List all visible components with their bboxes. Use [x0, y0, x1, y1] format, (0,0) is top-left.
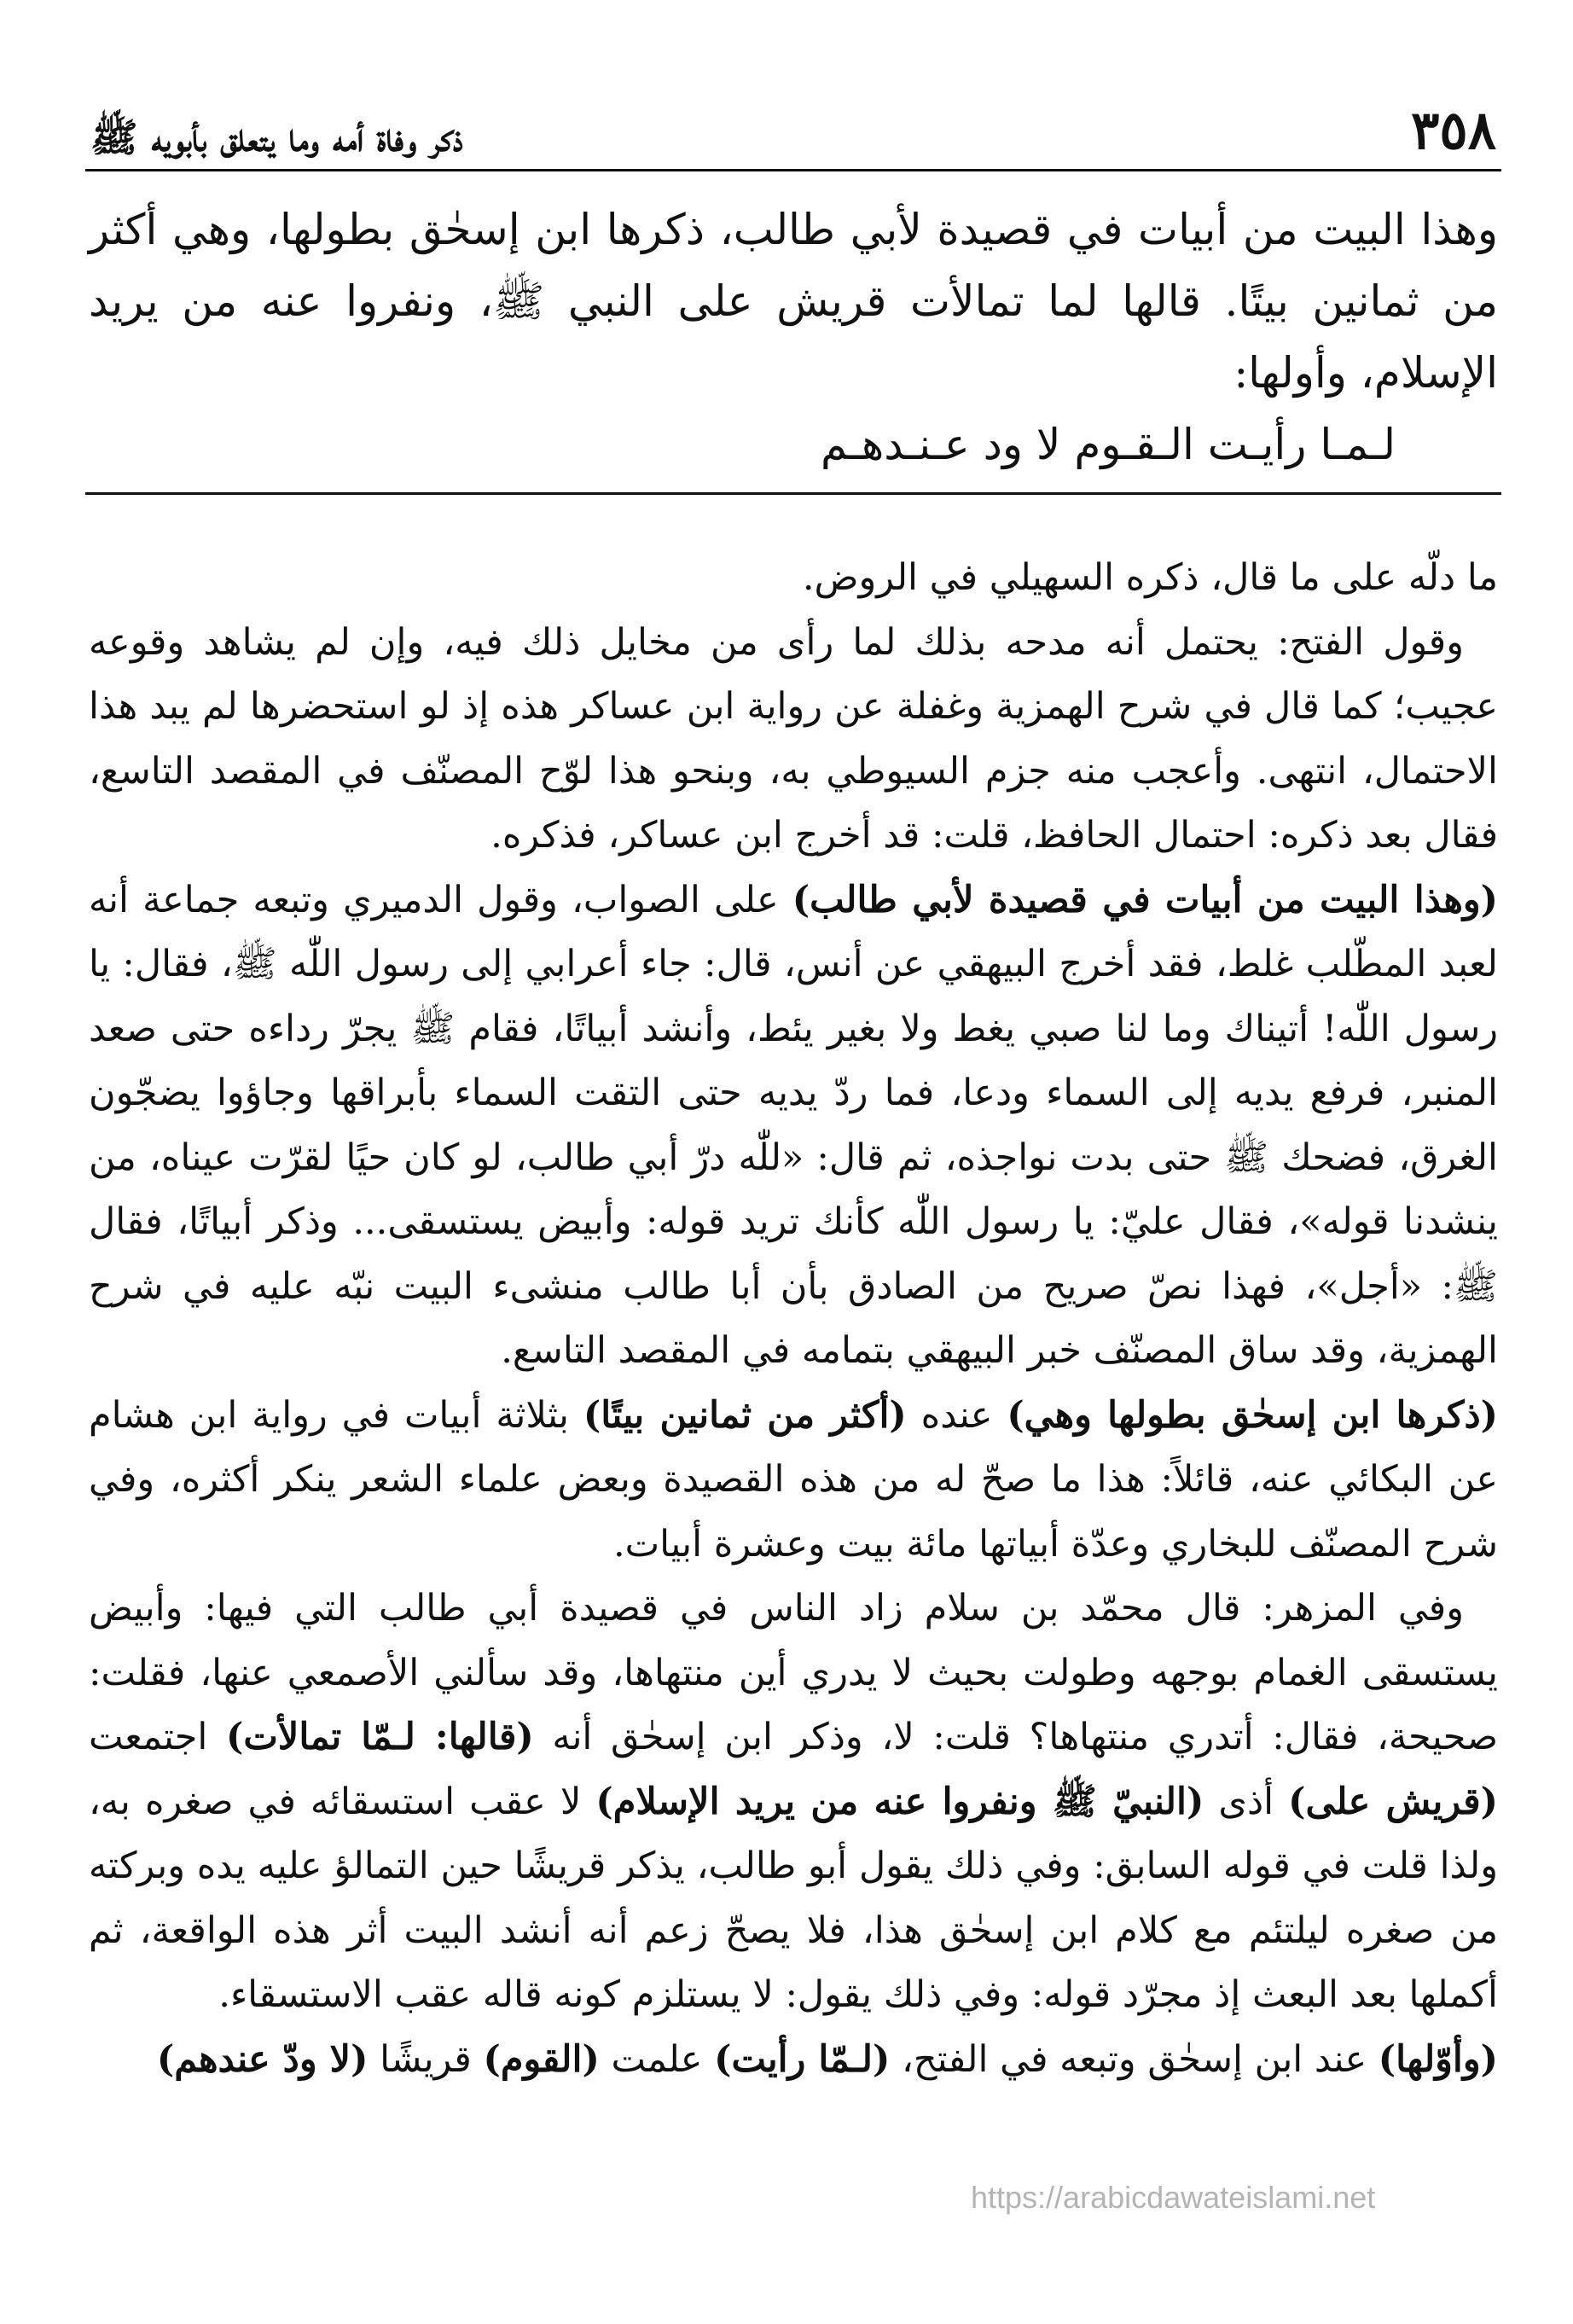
commentary-paragraph-6 — [89, 2028, 1498, 2093]
page-number: ٣٥٨ — [1411, 99, 1496, 161]
commentary-text: قريشًا — [368, 2037, 484, 2081]
commentary-text: عنده — [906, 1393, 1007, 1437]
commentary-text: على الصواب، وقول الدميري وتبعه جماعة أنه لعبد المطّلب غلط، فقد أخرج البيهقي عن أنس، قال: جاء أعرابي إلى رسول اللّٰه ﷺ، فقال: يا رسول اللّٰه! أتيناك وما لنا صبي يغط ولا بغير يئط، وأنشد أبياتًا، فقام ﷺ يجرّ رداءه حتى صعد المنبر، فرفع يديه إلى السماء ودعا، فما ردّ يديه حتى التقت السماء بأبراقها وجاؤوا يضجّون الغرق، فضحك ﷺ حتى بدت نواجذه، ثم قال: «للّٰه درّ أبي طالب، لو كان حيًا لقرّت عيناه، من ينشدنا قوله»، فقال عليّ: يا رسول اللّٰه كأنك تريد قوله: وأبيض يستسقى... وذكر أبياتًا، فقال ﷺ: «أجل»، فهذا نصّ صريح من الصادق بأن أبا طالب منشىء البيت نبّه عليه في شرح الهمزية، وقد ساق المصنّف خبر البيهقي بتمامه في المقصد التاسع. — [89, 878, 1498, 1372]
commentary-text: اجتمعت — [89, 1716, 226, 1758]
commentary — [85, 546, 1501, 2092]
commentary-text: عند ابن إسحٰق وتبعه في الفتح، — [890, 2037, 1379, 2081]
commentary-text: علمت — [599, 2037, 715, 2081]
header-divider — [85, 169, 1501, 171]
commentary-text: أذى — [1204, 1780, 1289, 1823]
main-text-paragraph: وهذا البيت من أبيات في قصيدة لأبي طالب، ذكرها ابن إسحٰق بطولها، وهي أكثر من ثمانين بيتًا. قالها لما تمالأت قريش على النبي ﷺ، ونفروا عنه من يريد الإسلام، وأولها: — [89, 205, 1498, 398]
quoted-lemma: (لـمّا رأيت) — [714, 2037, 891, 2081]
quoted-lemma: (القوم) — [483, 2037, 600, 2081]
commentary-paragraph-5 — [89, 1577, 1498, 2028]
quoted-lemma: (وهذا البيت من أبيات في قصيدة لأبي طالب) — [792, 878, 1498, 921]
commentary-paragraph-4 — [89, 1384, 1498, 1577]
book-page — [85, 78, 1501, 2092]
verse-line: لـمـا رأيـت الـقـوم لا ود عـنـدهـم — [820, 420, 1396, 469]
commentary-text: وفي المزهر: قال محمّد بن سلام زاد الناس في قصيدة أبي طالب التي فيها: وأبيض يستسقى الغمام بوجهه وطولت بحيث لا يدري أين منتهاها، وقد سألني الأصمعي عنها، فقلت: صحيحة، فقال: أتدري منتهاها؟ قلت: لا، وذكر ابن إسحٰق أنه — [89, 1587, 1498, 1758]
running-title: ذكر وفاة أمه وما يتعلق بأبويه ﷺ — [90, 114, 463, 160]
commentary-text: بثلاثة أبيات في رواية ابن هشام عن البكائي عنه، قائلاً: هذا ما صحّ له من هذه القصيدة وبعض علماء الشعر ينكر أكثره، وفي شرح المصنّف للبخاري وعدّة أبياتها مائة بيت وعشرة أبيات. — [89, 1393, 1498, 1566]
commentary-text: لا عقب استسقائه في صغره به، ولذا قلت في قوله السابق: وفي ذلك يقول أبو طالب، يذكر قريشًا حين التمالؤ عليه يده وبركته من صغره ليلتئم مع كلام ابن إسحٰق هذا، فلا يصحّ زعم أنه أنشد البيت أثر هذه الواقعة، ثم أكملها بعد البعث إذ مجرّد قوله: وفي ذلك يقول: لا يستلزم كونه قاله عقب الاستسقاء. — [89, 1780, 1498, 2016]
quoted-lemma: (ذكرها ابن إسحٰق بطولها وهي) — [1007, 1393, 1498, 1437]
page-header — [85, 78, 1501, 161]
quoted-lemma: (أكثر من ثمانين بيتًا) — [583, 1393, 907, 1437]
quoted-lemma: (وأوّلها) — [1378, 2037, 1498, 2081]
main-text — [85, 194, 1501, 480]
quoted-lemma: (قالها: لـمّا تمالأت) — [225, 1716, 534, 1758]
commentary-divider — [85, 492, 1501, 495]
commentary-paragraph-2: وقول الفتح: يحتمل أنه مدحه بذلك لما رأى من مخايل ذلك فيه، وإن لم يشاهد وقوعه عجيب؛ كما قال في شرح الهمزية وغفلة عن رواية ابن عساكر هذه إذ لو استحضرها لم يبد هذا الاحتمال، انتهى. وأعجب منه جزم السيوطي به، وبنحو هذا لوّح المصنّف في المقصد التاسع، فقال بعد ذكره: احتمال الحافظ، قلت: قد أخرج ابن عساكر، فذكره. — [89, 620, 1498, 857]
quoted-lemma: (النبيّ ﷺ ونفروا عنه من يريد الإسلام) — [595, 1780, 1204, 1823]
quoted-lemma: (لا ودّ عندهم) — [156, 2037, 369, 2081]
commentary-paragraph-3 — [89, 869, 1498, 1384]
watermark-url: https://arabicdawateislami.net — [971, 2180, 1376, 2215]
commentary-paragraph-1: ما دلّه على ما قال، ذكره السهيلي في الروض. — [802, 556, 1498, 599]
quoted-lemma: (قريش على) — [1288, 1780, 1498, 1823]
